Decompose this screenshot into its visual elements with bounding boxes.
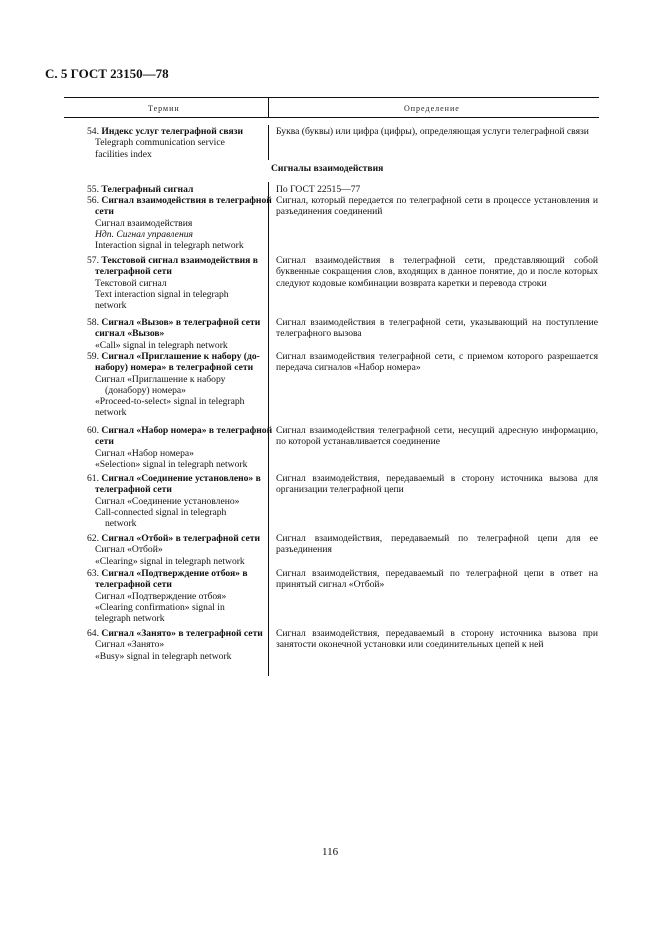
definition-64: Сигнал взаимодействия, передаваемый в сторону источника вызова при занятости оконечной установки или соединительных цепей к ней xyxy=(276,628,598,651)
term-55: 55. Телеграфный сигнал xyxy=(87,184,194,195)
column-header-term: Термин xyxy=(148,104,180,113)
term-63: 63. Сигнал «Подтверждение отбоя» в телеграфной сети Сигнал «Подтверждение отбоя» «Clearing confirmation» signal in telegraph network xyxy=(87,568,248,625)
definition-62: Сигнал взаимодействия, передаваемый по телеграфной цепи для ее разъединения xyxy=(276,533,598,556)
definition-61: Сигнал взаимодействия, передаваемый в сторону источника вызова для организации телеграфной цепи xyxy=(276,473,598,496)
term-58: 58. Сигнал «Вызов» в телеграфной сети сигнал «Вызов» «Call» signal in telegraph network xyxy=(87,317,261,351)
definition-60: Сигнал взаимодействия телеграфной сети, несущий адресную информацию, по которой устанавливается соединение xyxy=(276,425,598,448)
page-number: 116 xyxy=(322,846,339,858)
term-60: 60. Сигнал «Набор номера» в телеграфной сети Сигнал «Набор номера» «Selection» signal in telegraph network xyxy=(87,425,273,470)
table-top-rule xyxy=(64,97,599,98)
term-64: 64. Сигнал «Занято» в телеграфной сети Сигнал «Занято» «Busy» signal in telegraph network xyxy=(87,628,263,662)
column-divider-top xyxy=(268,125,269,160)
term-61: 61. Сигнал «Соединение установлено» в телеграфной сети Сигнал «Соединение установлено» Call-connected signal in telegraph network xyxy=(87,473,261,530)
page-header: С. 5 ГОСТ 23150—78 xyxy=(45,66,169,81)
section-title: Сигналы взаимодействия xyxy=(271,163,384,174)
table-header-rule xyxy=(64,117,599,118)
term-57: 57. Текстовой сигнал взаимодействия в телеграфной сети Текстовой сигнал Text interaction signal in telegraph network xyxy=(87,255,258,312)
column-header-definition: Определение xyxy=(404,104,460,113)
term-62: 62. Сигнал «Отбой» в телеграфной сети Сигнал «Отбой» «Clearing» signal in telegraph network xyxy=(87,533,261,567)
definition-63: Сигнал взаимодействия, передаваемый по телеграфной цепи в ответ на принятый сигнал «Отбой» xyxy=(276,568,598,591)
definition-57: Сигнал взаимодействия в телеграфной сети, представляющий собой буквенные сокращения слов, входящих в данное понятие, до и после которых следуют кодовые комбинации возврата каретки и перевода строки xyxy=(276,255,598,289)
term-54: 54. Индекс услуг телеграфной связи Telegraph communication service facilities index xyxy=(87,126,244,160)
definition-59: Сигнал взаимодействия телеграфной сети, с приемом которого разрешается передача сигналов «Набор номера» xyxy=(276,351,598,374)
definition-56: Сигнал, который передается по телеграфной сети в процессе установления и разъединения соединений xyxy=(276,195,598,218)
definition-58: Сигнал взаимодействия в телеграфной сети, указывающий на поступление телеграфного вызова xyxy=(276,317,598,340)
definition-54: Буква (буквы) или цифра (цифры), определяющая услуги телеграфной связи xyxy=(276,126,589,137)
definition-55: По ГОСТ 22515—77 xyxy=(276,184,361,195)
term-56: 56. Сигнал взаимодействия в телеграфной сети Сигнал взаимодействия Ндп. Сигнал управления Interaction signal in telegraph network xyxy=(87,195,272,252)
header-divider xyxy=(268,97,269,117)
term-59: 59. Сигнал «Приглашение к набору (до- набору) номера» в телеграфной сети Сигнал «Приглашение к набору (донабору) номера» «Proceed-to-select» signal in telegraph network xyxy=(87,351,260,419)
